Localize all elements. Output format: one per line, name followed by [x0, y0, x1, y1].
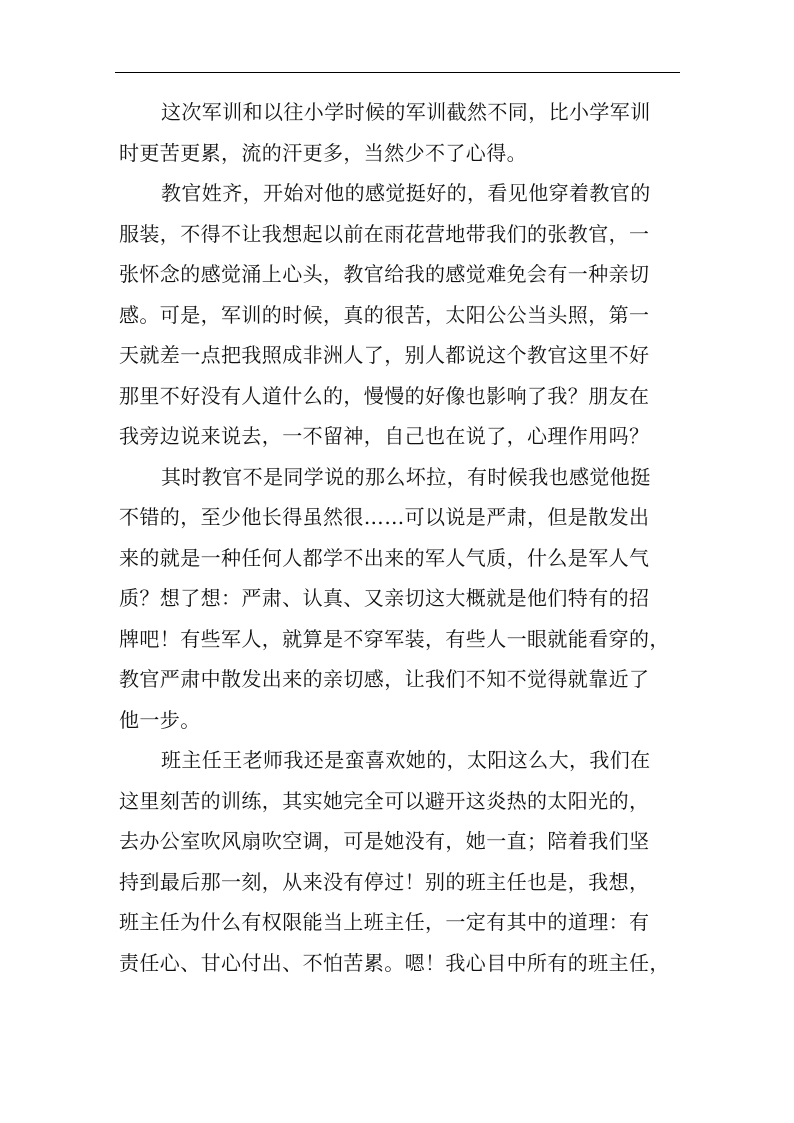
text-line: 张怀念的感觉涌上心头，教官给我的感觉难免会有一种亲切 [119, 262, 650, 286]
text-line: 那里不好没有人道什么的，慢慢的好像也影响了我？朋友在 [119, 383, 650, 408]
text-line: 这里刻苦的训练，其实她完全可以避开这炎热的太阳光的， [119, 788, 650, 813]
text-line: 教官姓齐，开始对他的感觉挺好的，看见他穿着教官的 [161, 181, 651, 205]
text-line: 这次军训和以往小学时候的军训截然不同，比小学军训 [161, 100, 651, 124]
header-rule [115, 72, 680, 73]
text-line: 牌吧！有些军人，就算是不穿军装，有些人一眼就能看穿的， [119, 626, 670, 651]
text-line: 他一步。 [119, 707, 201, 732]
text-line: 不错的，至少他长得虽然很……可以说是严肃，但是散发出 [119, 505, 650, 529]
text-line: 持到最后那一刻，从来没有停过！别的班主任也是，我想， [119, 869, 650, 894]
text-line: 我旁边说来说去，一不留神，自己也在说了，心理作用吗？ [119, 424, 650, 448]
body-text [119, 92, 679, 983]
text-line: 服装，不得不让我想起以前在雨花营地带我们的张教官，一 [119, 221, 650, 246]
text-line: 班主任为什么有权限能当上班主任，一定有其中的道理：有 [119, 910, 650, 934]
text-line: 去办公室吹风扇吹空调，可是她没有，她一直；陪着我们坚 [119, 829, 650, 853]
text-line: 班主任王老师我还是蛮喜欢她的，太阳这么大，我们在 [161, 748, 651, 772]
text-line: 感。可是，军训的时候，真的很苦，太阳公公当头照，第一 [119, 302, 650, 327]
text-line: 质？想了想：严肃、认真、又亲切这大概就是他们特有的招 [119, 586, 650, 610]
text-line: 天就差一点把我照成非洲人了，别人都说这个教官这里不好 [119, 343, 650, 367]
text-line: 责任心、甘心付出、不怕苦累。嗯！我心目中所有的班主任， [119, 950, 670, 975]
text-line: 其时教官不是同学说的那么坏拉，有时候我也感觉他挺 [161, 464, 651, 489]
text-line: 来的就是一种任何人都学不出来的军人气质，什么是军人气 [119, 545, 650, 570]
text-line: 教官严肃中散发出来的亲切感，让我们不知不觉得就靠近了 [119, 667, 650, 691]
text-line: 时更苦更累，流的汗更多，当然少不了心得。 [119, 140, 527, 165]
